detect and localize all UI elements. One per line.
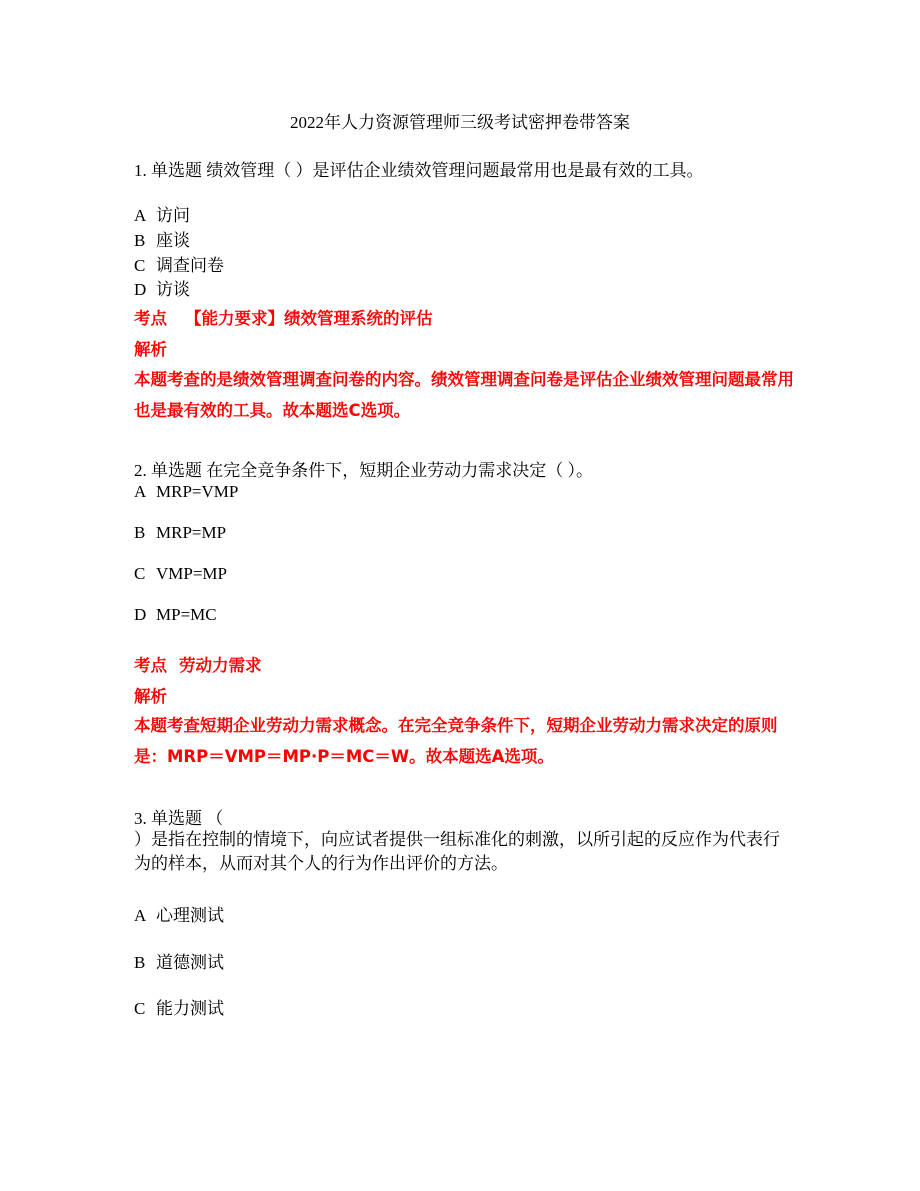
document-title: 2022年人力资源管理师三级考试密押卷带答案 [290, 113, 630, 132]
question-1-stem: 1. 单选题 绩效管理（ ）是评估企业绩效管理问题最常用也是最有效的工具。 [134, 161, 704, 180]
option-text: 道德测试 [156, 953, 224, 972]
question-3-option-c [134, 994, 224, 1019]
question-2-key-point [134, 652, 262, 676]
question-2-stem: 2. 单选题 在完全竞争条件下，短期企业劳动力需求决定（ ）。 [134, 461, 593, 480]
question-1-analysis-text: 本题考查的是绩效管理调查问卷的内容。绩效管理调查问卷是评估企业绩效管理问题最常用也是最有效的工具。故本题选C选项。 [134, 370, 794, 420]
option-letter: D [134, 280, 147, 299]
question-1-key-point [134, 305, 433, 329]
option-letter: B [134, 231, 146, 250]
question-3-stem-continued: ）是指在控制的情境下，向应试者提供一组标准化的刺激，以所引起的反应作为代表行为的样本，从而对其个人的行为作出评价的方法。 [134, 830, 780, 873]
option-letter: A [134, 206, 147, 225]
question-3-option-a [134, 901, 224, 926]
option-letter: B [134, 523, 146, 542]
option-letter: A [134, 482, 147, 501]
question-1-option-d [134, 275, 190, 300]
key-point-label: 考点 [134, 309, 167, 328]
option-letter: A [134, 906, 147, 925]
question-2-analysis-label: 解析 [134, 687, 167, 706]
option-letter: C [134, 256, 146, 275]
option-text: 座谈 [156, 231, 190, 250]
option-letter: C [134, 564, 146, 583]
key-point-text: 【能力要求】绩效管理系统的评估 [185, 309, 433, 328]
question-2-option-a [134, 482, 238, 502]
option-text: 访问 [156, 206, 190, 225]
option-text: MRP=MP [156, 523, 227, 542]
option-text: 调查问卷 [156, 256, 224, 275]
option-letter: D [134, 605, 147, 624]
question-2-option-c [134, 564, 227, 584]
option-text: 访谈 [156, 280, 190, 299]
option-text: 心理测试 [156, 906, 224, 925]
option-text: VMP=MP [156, 564, 228, 583]
question-1-option-a [134, 201, 190, 226]
question-3-stem: 3. 单选题 （ [134, 809, 224, 828]
question-1-analysis-label: 解析 [134, 340, 167, 359]
key-point-label: 考点 [134, 656, 167, 675]
option-text: MP=MC [156, 605, 217, 624]
question-2-analysis-text: 本题考查短期企业劳动力需求概念。在完全竞争条件下，短期企业劳动力需求决定的原则是：MRP＝VMP＝MP·P＝MC＝W。故本题选A选项。 [134, 716, 778, 766]
question-1-option-b [134, 226, 190, 251]
question-3-option-b [134, 948, 224, 973]
key-point-text: 劳动力需求 [179, 656, 262, 675]
question-2-option-b [134, 523, 226, 543]
question-1-option-c [134, 251, 224, 276]
option-text: MRP=VMP [156, 482, 239, 501]
option-text: 能力测试 [156, 999, 224, 1018]
question-2-option-d [134, 605, 217, 625]
option-letter: C [134, 999, 146, 1018]
option-letter: B [134, 953, 146, 972]
